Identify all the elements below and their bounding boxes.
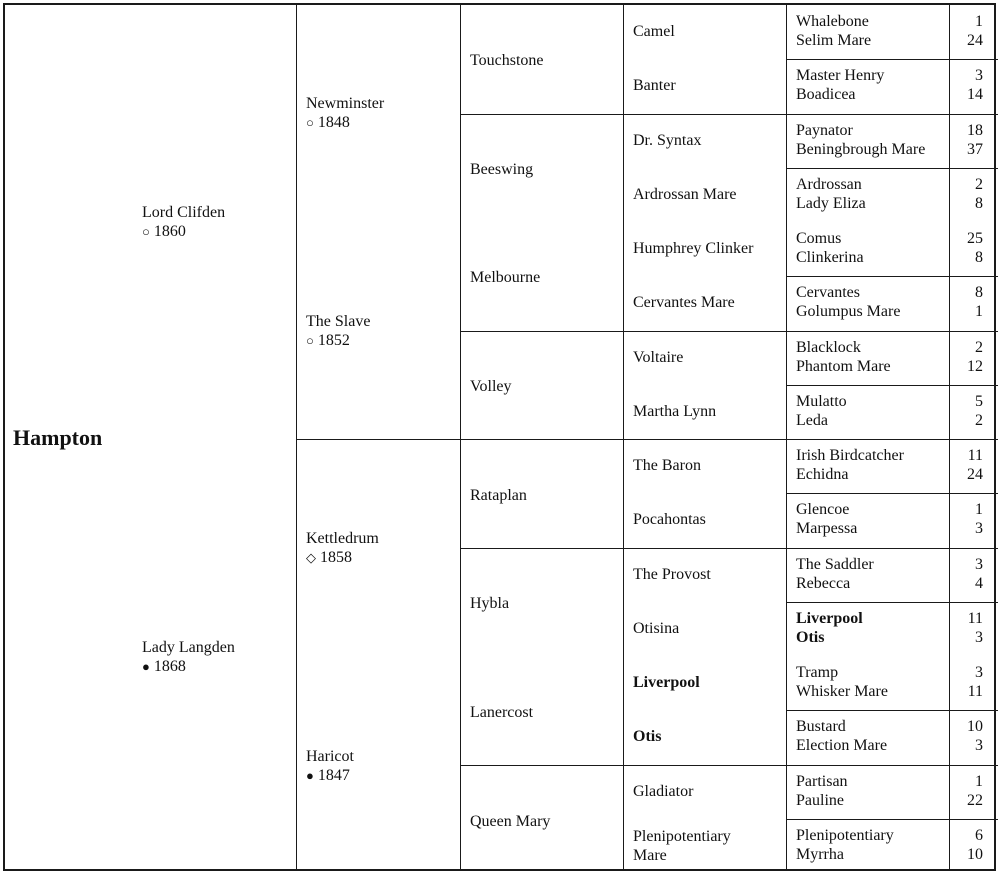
gen2-entry [306, 747, 354, 785]
family-number: 5 [975, 392, 983, 410]
row-divider [460, 331, 998, 332]
family-number: 2 [975, 175, 983, 193]
family-numbers [943, 229, 983, 267]
gen3-name: Volley [470, 378, 512, 395]
gen5-entry [796, 392, 847, 430]
gen5-dam-name: Marpessa [796, 520, 858, 538]
gen5-dam-name: Beningbrough Mare [796, 140, 926, 158]
gen4-entry [633, 782, 693, 801]
family-number: 3 [975, 520, 983, 538]
gen5-sire-name: The Saddler [796, 555, 874, 573]
gen5-sire-name: Tramp [796, 664, 839, 681]
gen4-name: The Baron [633, 457, 701, 474]
family-numbers [943, 663, 983, 701]
family-numbers [943, 175, 983, 213]
gen4-entry [633, 239, 753, 258]
family-numbers [943, 66, 983, 104]
family-number: 11 [967, 609, 983, 627]
gen2-year: 1852 [317, 332, 350, 349]
sire-entry [142, 203, 225, 241]
sire-year: 1860 [153, 223, 186, 240]
gen4-name: Ardrossan Mare [633, 185, 737, 203]
gen5-entry [796, 500, 857, 538]
gen3-name: Hybla [470, 595, 510, 612]
row-divider [786, 493, 998, 494]
gen5-dam-name: Echidna [796, 466, 849, 483]
gen3-name: Melbourne [470, 269, 541, 286]
gen2-entry [306, 529, 379, 567]
gen4-entry [633, 293, 735, 312]
family-number: 6 [975, 826, 983, 844]
family-numbers [943, 446, 983, 484]
gen5-sire-name: Bustard [796, 718, 846, 736]
gen4-name: Pocahontas [633, 511, 706, 529]
gen5-sire-name: Blacklock [796, 338, 861, 356]
gen5-sire-name: Ardrossan [796, 175, 862, 193]
family-number: 10 [967, 845, 983, 863]
row-divider [296, 439, 998, 440]
gen5-dam-name: Otis [796, 628, 825, 646]
gen4-entry [633, 456, 701, 475]
row-divider [786, 602, 998, 603]
family-number: 3 [975, 664, 983, 681]
family-number: 3 [975, 737, 983, 755]
family-numbers [943, 392, 983, 430]
gen3-name: Queen Mary [470, 813, 551, 830]
dam-year: 1868 [153, 658, 186, 675]
gen4-name: Gladiator [633, 782, 694, 800]
gen5-entry [796, 826, 894, 864]
gen5-sire-name: Master Henry [796, 67, 885, 85]
row-divider [786, 710, 998, 711]
gen2-symbol: ◇ [306, 550, 316, 565]
family-number: 2 [975, 411, 983, 429]
row-divider [786, 168, 998, 169]
family-number: 4 [975, 574, 983, 592]
gen5-entry [796, 283, 900, 321]
family-numbers [943, 338, 983, 376]
dam-name: Lady Langden [142, 639, 235, 656]
family-numbers [943, 283, 983, 321]
column-divider [296, 5, 297, 869]
family-number: 12 [967, 357, 983, 375]
family-number: 22 [967, 791, 983, 809]
gen5-dam-name: Lady Eliza [796, 194, 866, 212]
gen5-dam-name: Election Mare [796, 737, 888, 755]
gen5-entry [796, 338, 891, 376]
family-number: 24 [967, 466, 983, 483]
family-number: 1 [975, 501, 983, 519]
gen3-name: Lanercost [470, 704, 534, 721]
gen5-dam-name: Phantom Mare [796, 357, 891, 375]
gen4-name: Plenipotentiary [633, 827, 731, 845]
family-number: 14 [967, 86, 983, 104]
gen5-entry [796, 772, 848, 810]
dam-symbol: ● [142, 659, 150, 674]
gen5-entry [796, 609, 863, 647]
gen2-name: Haricot [306, 748, 354, 765]
family-number: 11 [967, 683, 983, 700]
gen2-symbol: ○ [306, 333, 314, 348]
gen5-entry [796, 717, 887, 755]
family-numbers [943, 772, 983, 810]
gen5-sire-name: Irish Birdcatcher [796, 447, 904, 464]
gen3-name: Beeswing [470, 161, 534, 178]
gen4-entry [633, 510, 706, 529]
horse-name: Hampton [13, 425, 103, 450]
gen2-name: Newminster [306, 95, 385, 112]
gen5-dam-name: Clinkerina [796, 249, 864, 266]
family-number: 37 [967, 140, 983, 158]
gen2-year: 1847 [317, 767, 350, 784]
family-numbers [943, 609, 983, 647]
family-number: 2 [975, 338, 983, 356]
gen5-sire-name: Paynator [796, 121, 853, 139]
family-numbers [943, 500, 983, 538]
gen4-entry [633, 76, 676, 95]
gen5-dam-name: Leda [796, 411, 828, 429]
family-number: 18 [967, 121, 983, 139]
row-divider [786, 385, 998, 386]
gen5-dam-name: Golumpus Mare [796, 303, 901, 321]
row-divider [460, 114, 998, 115]
gen2-name: The Slave [306, 313, 371, 330]
family-number: 1 [975, 13, 983, 30]
gen4-name: Liverpool [633, 674, 700, 691]
gen5-entry [796, 229, 864, 267]
gen4-entry [633, 827, 731, 865]
family-number: 1 [975, 772, 983, 790]
row-divider [786, 276, 998, 277]
column-divider [786, 5, 787, 869]
gen4-entry [633, 619, 679, 638]
family-number: 8 [975, 249, 983, 266]
gen4-entry [633, 565, 711, 584]
gen5-entry [796, 66, 884, 104]
gen4-name: Humphrey Clinker [633, 240, 754, 257]
sire-symbol: ○ [142, 224, 150, 239]
family-numbers [943, 717, 983, 755]
gen4-entry [633, 348, 683, 367]
gen5-sire-name: Whalebone [796, 13, 869, 30]
gen2-year: 1848 [317, 114, 350, 131]
family-number: 3 [975, 555, 983, 573]
gen2-year: 1858 [320, 549, 352, 566]
family-numbers [943, 121, 983, 159]
gen4-entry [633, 673, 700, 692]
gen4-entry [633, 131, 701, 150]
pedigree-chart [3, 3, 996, 871]
gen5-entry [796, 175, 866, 213]
gen5-dam-name: Myrrha [796, 845, 844, 863]
gen5-entry [796, 121, 925, 159]
family-numbers [943, 12, 983, 50]
gen4-name: Otisina [633, 619, 680, 637]
gen4-name-line2: Mare [633, 846, 667, 864]
gen4-name: Otis [633, 728, 662, 746]
dam-entry [142, 638, 235, 676]
gen2-entry [306, 94, 384, 132]
family-number: 3 [975, 67, 983, 85]
family-number: 8 [975, 284, 983, 302]
gen5-dam-name: Boadicea [796, 86, 856, 104]
family-number: 24 [967, 32, 983, 49]
gen5-entry [796, 446, 904, 484]
gen5-dam-name: Selim Mare [796, 32, 872, 49]
gen3-name: Rataplan [470, 487, 527, 504]
sire-name: Lord Clifden [142, 204, 226, 221]
gen2-name: Kettledrum [306, 530, 379, 547]
gen5-sire-name: Liverpool [796, 609, 863, 627]
family-number: 3 [975, 628, 983, 646]
gen4-entry [633, 185, 737, 204]
gen4-name: Cervantes Mare [633, 294, 735, 312]
gen5-sire-name: Mulatto [796, 392, 847, 410]
gen4-entry [633, 22, 675, 41]
gen5-entry [796, 555, 874, 593]
column-divider [460, 5, 461, 869]
family-number: 1 [975, 303, 983, 321]
gen5-sire-name: Cervantes [796, 284, 860, 302]
gen5-dam-name: Whisker Mare [796, 683, 888, 700]
gen5-dam-name: Rebecca [796, 574, 851, 592]
gen4-name: Camel [633, 23, 675, 40]
gen5-sire-name: Partisan [796, 772, 848, 790]
row-divider [786, 819, 998, 820]
gen4-name: Martha Lynn [633, 402, 717, 420]
gen5-sire-name: Plenipotentiary [796, 826, 894, 844]
family-numbers [943, 826, 983, 864]
family-number: 10 [967, 718, 983, 736]
gen4-entry [633, 727, 661, 746]
family-number: 8 [975, 194, 983, 212]
column-divider [623, 5, 624, 869]
row-divider [786, 59, 998, 60]
gen5-sire-name: Comus [796, 230, 842, 247]
family-numbers [943, 555, 983, 593]
gen4-name: Banter [633, 77, 676, 95]
row-divider [460, 765, 998, 766]
gen5-entry [796, 12, 871, 50]
gen4-entry [633, 402, 716, 421]
gen5-sire-name: Glencoe [796, 501, 850, 519]
family-number: 25 [967, 230, 983, 247]
gen4-name: Dr. Syntax [633, 131, 702, 149]
row-divider [460, 548, 998, 549]
gen4-name: The Provost [633, 565, 711, 583]
gen4-name: Voltaire [633, 348, 684, 366]
gen2-entry [306, 312, 370, 350]
gen2-symbol: ● [306, 768, 314, 783]
gen5-entry [796, 663, 888, 701]
gen3-name: Touchstone [470, 52, 544, 69]
gen2-symbol: ○ [306, 115, 314, 130]
family-number: 11 [967, 447, 983, 464]
gen5-dam-name: Pauline [796, 791, 844, 809]
